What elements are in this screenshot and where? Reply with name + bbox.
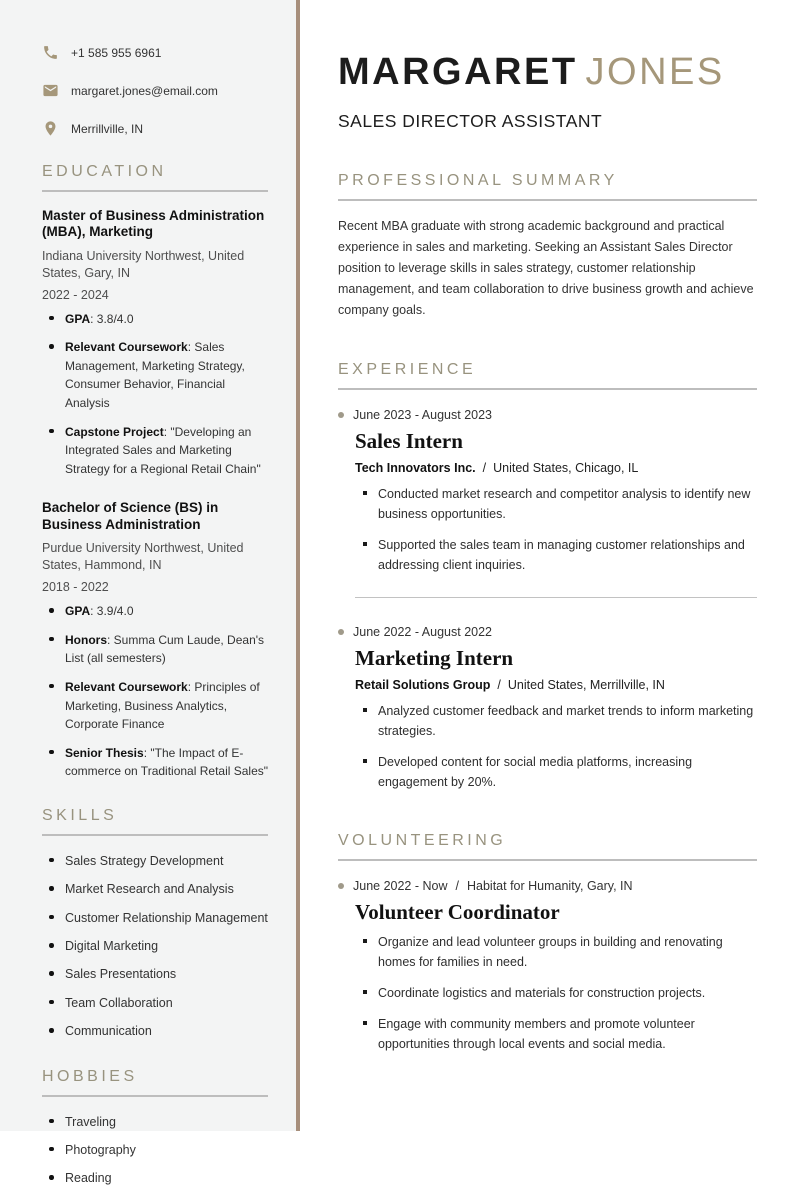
experience-bullet: Supported the sales team in managing customer relationships and addressing client inquiries. [355,535,757,575]
last-name: JONES [585,51,725,93]
education-bullet: Honors: Summa Cum Laude, Dean's List (all semesters) [42,631,268,668]
section-experience [338,361,757,792]
volunteering-bullet: Engage with community members and promote volunteer opportunities through local events and social media. [355,1014,757,1054]
education-bullet: Senior Thesis: "The Impact of E-commerce on Traditional Retail Sales" [42,744,268,781]
experience-heading: EXPERIENCE [338,361,757,390]
education-bullet-list [42,310,268,479]
experience-dates: June 2023 - August 2023 [338,408,757,422]
contact-location [42,120,268,137]
skills-heading: SKILLS [42,807,268,836]
hobby-item: Reading [42,1169,268,1188]
hobbies-heading: HOBBIES [42,1068,268,1097]
company-location: United States, Merrillville, IN [507,677,665,692]
education-dates: 2022 - 2024 [42,287,109,302]
volunteering-bullet-list [355,932,757,1054]
education-dates: 2018 - 2022 [42,580,109,595]
map-pin-icon [42,120,59,137]
experience-bullet: Developed content for social media platforms, increasing engagement by 20%. [355,752,757,792]
section-summary [338,172,757,321]
meta-separator: / [455,878,459,893]
first-name: MARGARET [338,51,578,93]
position-title: Sales Intern [355,428,463,453]
main-column [300,0,800,1131]
volunteering-bullet: Organize and lead volunteer groups in building and renovating homes for families in need. [355,932,757,972]
skills-list [42,852,268,1042]
contact-location-text: Merrillville, IN [71,121,143,136]
meta-separator: / [482,460,487,475]
date-dot-icon [338,629,344,635]
volunteering-heading: VOLUNTEERING [338,832,757,861]
position-title: Volunteer Coordinator [355,899,560,924]
company-line [355,678,757,692]
school-name: Indiana University Northwest, United States, Gary, IN [42,248,245,280]
company-name: Tech Innovators Inc. [355,460,476,475]
meta-separator: / [497,677,501,692]
education-bullet: Capstone Project: "Developing an Integrated Sales and Marketing Strategy for a Regional Retail Chain" [42,423,268,479]
education-bullet: GPA: 3.8/4.0 [42,310,268,329]
skill-item: Digital Marketing [42,937,268,956]
page-title [338,52,757,94]
contact-email-text: margaret.jones@email.com [71,83,218,98]
hobbies-list [42,1113,268,1189]
section-education [42,163,268,781]
experience-bullet-list [355,484,757,575]
experience-bullet: Analyzed customer feedback and market trends to inform marketing strategies. [355,701,757,741]
skill-item: Sales Presentations [42,965,268,984]
skill-item: Communication [42,1022,268,1041]
education-entry [42,500,268,780]
section-skills [42,807,268,1042]
experience-entry [338,622,757,792]
organization-name: Habitat for Humanity, Gary, IN [467,878,633,893]
experience-bullet: Conducted market research and competitor analysis to identify new business opportunities. [355,484,757,524]
section-volunteering [338,832,757,1054]
education-bullet: Relevant Coursework: Sales Management, Marketing Strategy, Consumer Behavior, Financial Analysis [42,338,268,412]
education-bullet-list [42,602,268,781]
skill-item: Customer Relationship Management [42,909,268,928]
hobby-item: Photography [42,1141,268,1160]
contact-phone [42,44,268,61]
experience-entry [338,405,757,575]
position-title: Marketing Intern [355,645,514,670]
experience-dates: June 2022 - August 2022 [338,625,757,639]
contact-email [42,82,268,99]
skill-item: Market Research and Analysis [42,880,268,899]
date-dot-icon [338,883,344,889]
hobby-item: Traveling [42,1113,268,1132]
degree-title: Bachelor of Science (BS) in Business Administration [42,500,219,532]
skill-item: Team Collaboration [42,994,268,1013]
contact-phone-text: +1 585 955 6961 [71,45,162,60]
company-location: United States, Chicago, IL [493,460,639,475]
job-role: SALES DIRECTOR ASSISTANT [338,110,603,131]
summary-heading: PROFESSIONAL SUMMARY [338,172,757,201]
experience-bullet-list [355,701,757,792]
skill-item: Sales Strategy Development [42,852,268,871]
summary-text: Recent MBA graduate with strong academic background and practical experience in sales and marketing. Seeking an Assistant Sales Director position to leverage skills in sales strategy, customer relationship management, and team collaboration to drive business growth and achieve company goals. [338,218,754,317]
education-heading: EDUCATION [42,163,268,192]
volunteering-dates: June 2022 - Now / Habitat for Humanity, Gary, IN [338,879,757,893]
envelope-icon [42,82,59,99]
entry-separator [355,597,757,598]
volunteering-entry [338,876,757,1054]
section-hobbies [42,1068,268,1189]
volunteering-bullet: Coordinate logistics and materials for construction projects. [355,983,757,1003]
company-name: Retail Solutions Group [355,677,491,692]
degree-title: Master of Business Administration (MBA), Marketing [42,208,265,240]
sidebar [0,0,296,1186]
date-dot-icon [338,412,344,418]
company-line [355,461,757,475]
education-entry [42,208,268,478]
phone-icon [42,44,59,61]
education-bullet: GPA: 3.9/4.0 [42,602,268,621]
school-name: Purdue University Northwest, United States, Hammond, IN [42,541,244,573]
education-bullet: Relevant Coursework: Principles of Marketing, Business Analytics, Corporate Finance [42,678,268,734]
